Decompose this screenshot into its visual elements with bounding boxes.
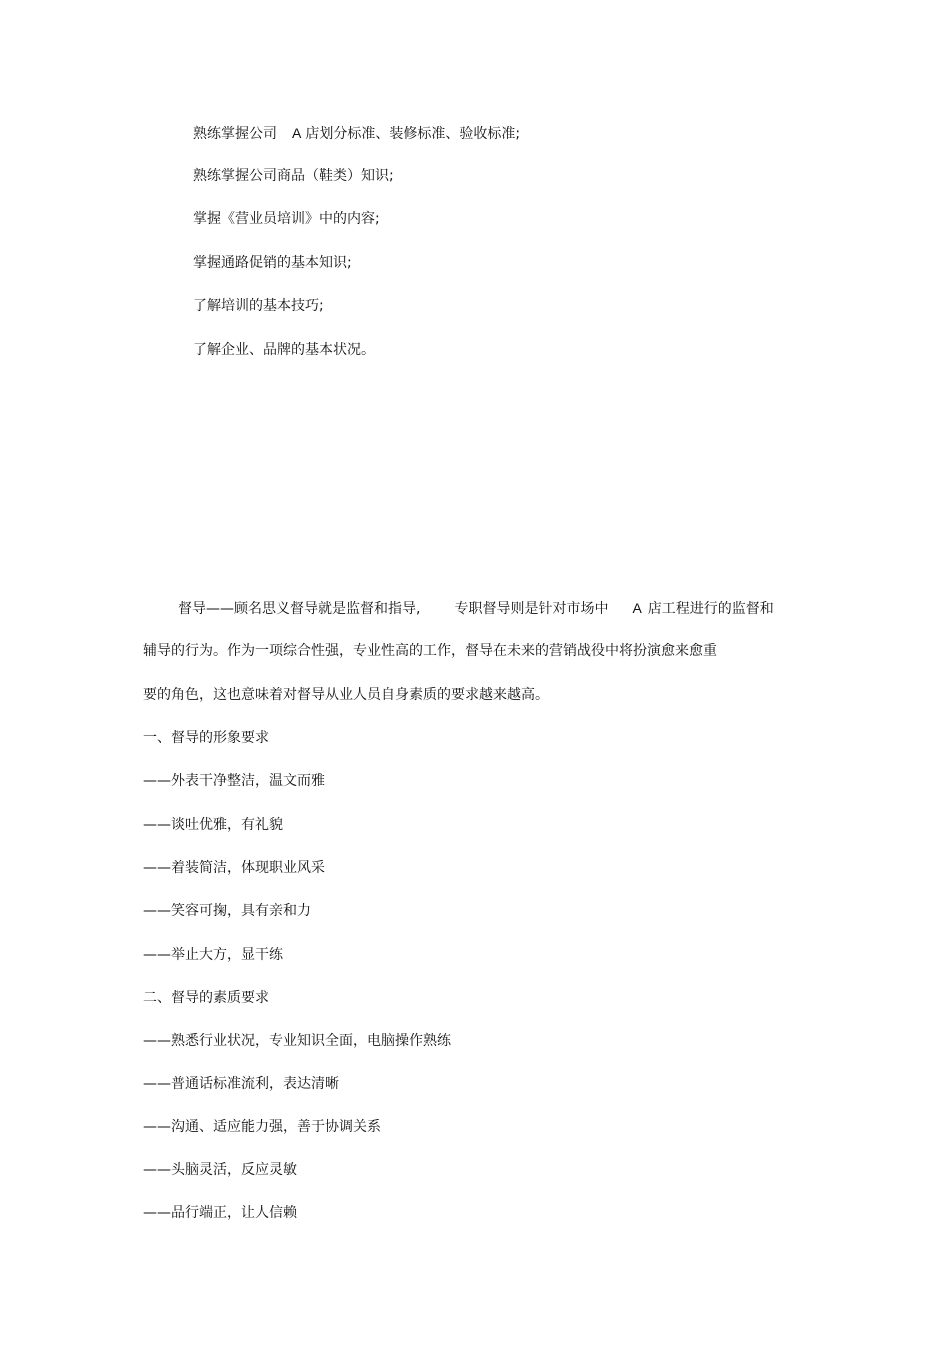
requirement-text: 熟练掌握公司 (193, 126, 277, 142)
list-item: ——笑容可掬，具有亲和力 (143, 903, 311, 919)
requirement-item: 了解培训的基本技巧; (193, 298, 324, 314)
list-item: ——着装简洁，体现职业风采 (143, 860, 325, 876)
requirement-item: 掌握通路促销的基本知识; (193, 255, 352, 271)
requirement-text: 店划分标准、装修标准、验收标准; (305, 126, 521, 142)
list-item: ——外表干净整洁，温文而雅 (143, 773, 325, 789)
requirement-item: 了解企业、品牌的基本状况。 (193, 342, 375, 358)
requirement-item (193, 124, 520, 143)
list-item: ——沟通、适应能力强，善于协调关系 (143, 1119, 381, 1135)
list-item: ——谈吐优雅，有礼貌 (143, 817, 283, 833)
list-item: ——普通话标准流利，表达清晰 (143, 1076, 339, 1092)
requirement-letter: A (292, 125, 302, 141)
list-item: ——熟悉行业状况，专业知识全面，电脑操作熟练 (143, 1033, 451, 1049)
section-heading-quality: 二、督导的素质要求 (143, 990, 269, 1006)
intro-text: 督导——顾名思义督导就是监督和指导, (178, 601, 421, 617)
section-heading-image: 一、督导的形象要求 (143, 730, 269, 746)
list-item: ——品行端正，让人信赖 (143, 1205, 297, 1221)
requirement-item: 熟练掌握公司商品（鞋类）知识; (193, 168, 394, 184)
intro-paragraph-line-3: 要的角色，这也意味着对督导从业人员自身素质的要求越来越高。 (143, 687, 549, 703)
requirement-item: 掌握《营业员培训》中的内容; (193, 211, 380, 227)
intro-text: 店工程进行的监督和 (647, 601, 774, 617)
intro-text: 专职督导则是针对市场中 (454, 601, 609, 617)
intro-letter: A (632, 600, 642, 616)
intro-paragraph-line-1 (178, 599, 774, 618)
list-item: ——举止大方，显干练 (143, 947, 283, 963)
list-item: ——头脑灵活，反应灵敏 (143, 1162, 297, 1178)
intro-paragraph-line-2: 辅导的行为。作为一项综合性强，专业性高的工作，督导在未来的营销战役中将扮演愈来愈重 (143, 643, 717, 659)
